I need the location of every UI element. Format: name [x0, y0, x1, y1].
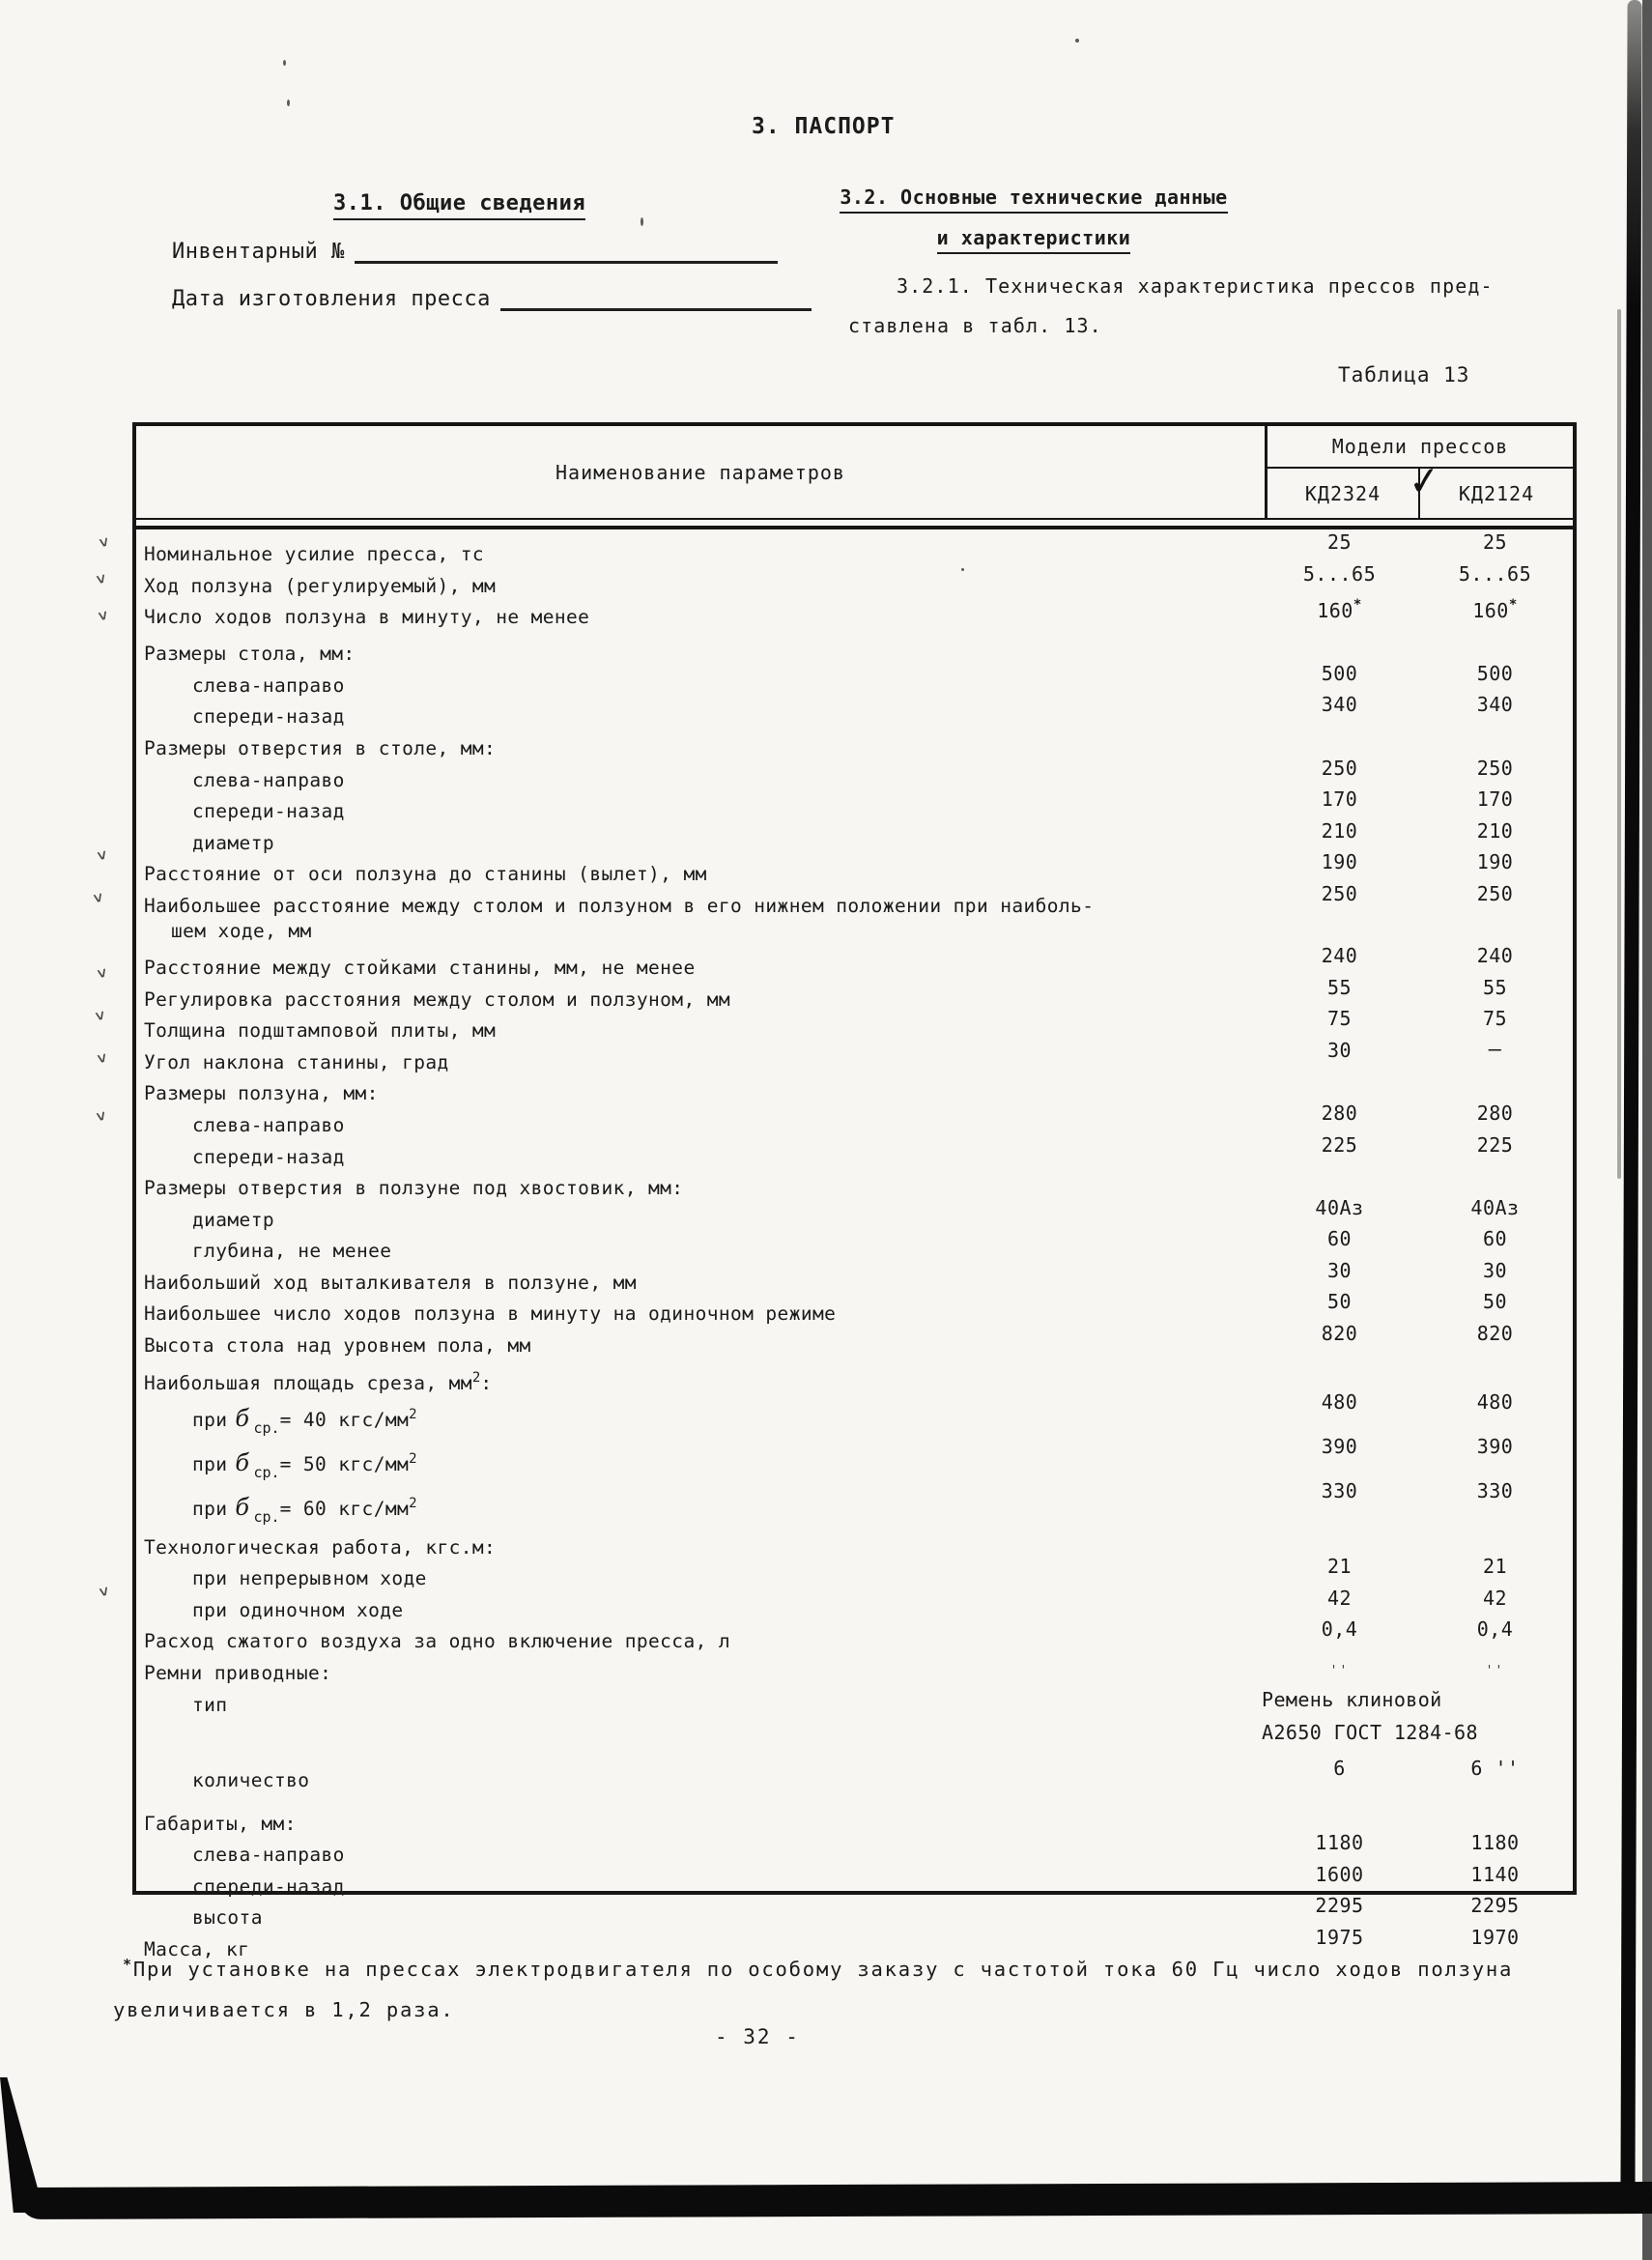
scan-speck [283, 60, 286, 66]
param-label: спереди-назад [192, 705, 345, 729]
handwritten-checkmark: ✓ [1408, 451, 1440, 507]
scan-edge-stripe [1620, 0, 1641, 2201]
table-row [136, 693, 1573, 730]
param-label: Масса, кг [144, 1938, 250, 1960]
section-3-2-heading-line1: 3.2. Основные технические данные [836, 186, 1232, 214]
footnote-line1: При установке на прессах электродвигателя по особому заказу с частотой тока 60 Гц число ходов ползуна [132, 1958, 1514, 1981]
value-kd2124: 75 [1482, 1007, 1508, 1031]
inventory-number-blank [355, 240, 778, 264]
value-kd2124: 25 [1482, 530, 1508, 554]
value-kd2124: 330 [1476, 1478, 1514, 1502]
value-kd2324: 330 [1321, 1478, 1358, 1502]
value-kd2124: 2295 [1470, 1894, 1520, 1918]
models-header-group [1267, 426, 1573, 518]
footnote-marker: * [123, 1956, 133, 1973]
value-kd2124: 210 [1476, 818, 1514, 843]
value-kd2124: '' [1485, 1664, 1505, 1679]
margin-check-mark: ˅ [96, 1048, 109, 1069]
param-label: спереди-назад [192, 1145, 345, 1168]
value-kd2324: 25 [1326, 530, 1353, 554]
value-kd2124: 820 [1476, 1322, 1514, 1346]
value-kd2324: 340 [1321, 693, 1358, 717]
value-kd2124: 240 [1476, 943, 1514, 967]
value-kd2124: 250 [1476, 881, 1514, 905]
value-kd2124: 280 [1476, 1101, 1514, 1125]
value-kd2324: 0,4 [1321, 1617, 1358, 1642]
table-row [136, 599, 1573, 636]
footnote-line2: увеличивается в 1,2 раза. [113, 1998, 455, 2021]
value-kd2324: 30 [1326, 1258, 1353, 1282]
value-kd2324: 42 [1326, 1586, 1353, 1610]
param-label: Число ходов ползуна в минуту, не менее [144, 606, 590, 629]
margin-check-mark: ˅ [95, 1106, 108, 1127]
value-kd2324: 30 [1326, 1038, 1353, 1062]
param-label: Расстояние между стойками станины, мм, не менее [144, 956, 696, 979]
param-label: Расстояние от оси ползуна до станины (вылет), мм [144, 863, 707, 886]
value-kd2124: 1140 [1470, 1862, 1520, 1886]
value-kd2324: 55 [1326, 975, 1353, 999]
margin-check-mark: ˅ [98, 532, 111, 553]
manufacture-date-field [172, 287, 812, 311]
param-label: глубина, не менее [192, 1240, 392, 1263]
value-kd2324: 250 [1321, 881, 1358, 905]
inventory-number-label: Инвентарный № [172, 240, 345, 264]
table-row [136, 1687, 1573, 1762]
param-label: спереди-назад [192, 1874, 345, 1898]
value-kd2124: 55 [1482, 975, 1508, 999]
value-kd2124: 5...65 [1458, 561, 1532, 586]
value-kd2324: 6 [1333, 1756, 1346, 1780]
value-kd2124: 340 [1476, 693, 1514, 717]
value-kd2324: 160* [1317, 597, 1362, 623]
footnote [113, 1944, 1562, 2030]
table-header [136, 426, 1573, 520]
spec-table [132, 422, 1577, 1960]
paragraph-3-2-1-line1: 3.2.1. Техническая характеристика прессов пред- [897, 274, 1494, 298]
value-kd2324: 1600 [1315, 1862, 1364, 1886]
table-body [136, 529, 1573, 1960]
value-kd2124: 160* [1472, 597, 1518, 623]
value-kd2324: 40Аз [1315, 1195, 1364, 1219]
param-label: Высота стола над уровнем пола, мм [144, 1334, 531, 1358]
value-kd2124: 50 [1482, 1290, 1508, 1314]
param-label: высота [192, 1906, 263, 1930]
value-kd2324: 210 [1321, 818, 1358, 843]
value-kd2324: 5...65 [1302, 561, 1377, 586]
param-label: Наибольшее число ходов ползуна в минуту на одиночном режиме [144, 1302, 837, 1326]
value-kd2124: 42 [1482, 1586, 1508, 1610]
section-3-1-heading: 3.1. Общие сведения [333, 191, 585, 220]
value-kd2124: – [1488, 1037, 1502, 1062]
inventory-number-field [172, 240, 778, 264]
value-kd2124: 6 '' [1470, 1756, 1520, 1780]
table-row [136, 1756, 1573, 1806]
value-kd2324: 75 [1326, 1007, 1353, 1031]
value-kd2124: 1180 [1470, 1831, 1520, 1855]
value-kd2324: 500 [1321, 661, 1358, 685]
scan-speck [1075, 39, 1079, 43]
value-kd2124: 60 [1482, 1227, 1508, 1251]
param-label: Размеры отверстия в столе, мм: [144, 736, 497, 759]
margin-check-mark: ˅ [94, 1006, 107, 1026]
value-kd2324: 1975 [1315, 1926, 1364, 1949]
models-header: Модели прессов [1267, 426, 1573, 469]
param-label: Габариты, мм: [144, 1812, 297, 1835]
table-row [136, 1478, 1573, 1530]
param-label: слева-направо [192, 1844, 345, 1867]
param-label: при непрерывном ходе [192, 1567, 427, 1590]
model-kd2124-header: КД2124 [1458, 481, 1535, 505]
param-label: Толщина подштамповой плиты, мм [144, 1019, 497, 1043]
section-3-2-heading-line2: и характеристики [836, 226, 1232, 254]
document-title: 3. ПАСПОРТ [752, 114, 896, 139]
param-label: диаметр [192, 831, 274, 854]
value-kd2324: 21 [1326, 1555, 1353, 1579]
value-kd2124: 30 [1482, 1258, 1508, 1282]
value-kd2324: 280 [1321, 1101, 1358, 1125]
param-label: количество [192, 1768, 310, 1791]
param-label: при б $_{ср.}$= 40 кгс/$мм^2$ [192, 1404, 417, 1437]
value-kd2324: 820 [1321, 1322, 1358, 1346]
scan-speck [287, 100, 290, 106]
scan-speck [641, 217, 643, 226]
margin-check-mark: ˅ [92, 888, 105, 908]
value-kd2124: 190 [1476, 850, 1514, 874]
margin-check-mark: ˅ [95, 569, 108, 589]
param-label: слева-направо [192, 673, 345, 697]
value-kd2124: 21 [1482, 1555, 1508, 1579]
value-kd2124: 250 [1476, 756, 1514, 780]
param-label: Наибольшая площадь среза, $мм^2$: [144, 1369, 493, 1394]
paragraph-3-2-1-line2: ставлена в табл. 13. [848, 314, 1102, 337]
table-caption: Таблица 13 [1338, 363, 1470, 386]
table-row [136, 881, 1573, 950]
value-kd2324: 190 [1321, 850, 1358, 874]
value-kd2324: 480 [1321, 1389, 1358, 1414]
param-label: Размеры стола, мм: [144, 643, 356, 666]
value-kd2324: 225 [1321, 1132, 1358, 1157]
table-row [136, 1037, 1573, 1076]
scan-bottom-band [19, 2182, 1652, 2219]
scan-edge-stripe-faint [1617, 309, 1621, 1179]
value-kd2124: 480 [1476, 1389, 1514, 1414]
param-label: при б $_{ср.}$= 50 кгс/$мм^2$ [192, 1448, 417, 1481]
value-kd2324: 50 [1326, 1290, 1353, 1314]
value-kd2324: '' [1329, 1664, 1350, 1679]
margin-check-mark: ˅ [97, 606, 110, 626]
value-kd2124: 225 [1476, 1132, 1514, 1157]
value-kd2324: 2295 [1315, 1894, 1364, 1918]
scan-corner-wedge [0, 2077, 44, 2213]
param-label: при одиночном ходе [192, 1598, 404, 1621]
param-label: спереди-назад [192, 800, 345, 823]
value-kd2124: 390 [1476, 1434, 1514, 1458]
param-label: Наибольшее расстояние между столом и ползуном в его нижнем положении при наиболь- шем ходе, мм [144, 894, 1095, 942]
value-kd2324: 60 [1326, 1227, 1353, 1251]
table-row [136, 1322, 1573, 1359]
param-label: Номинальное усилие пресса, тс [144, 543, 485, 565]
param-label: диаметр [192, 1208, 274, 1231]
value-kd2324: 240 [1321, 943, 1358, 967]
manufacture-date-label: Дата изготовления пресса [172, 287, 491, 311]
margin-check-mark: ˅ [96, 963, 109, 984]
param-label: Размеры отверстия в ползуне под хвостовик, мм: [144, 1177, 684, 1200]
param-label: при б $_{ср.}$= 60 кгс/$мм^2$ [192, 1493, 417, 1526]
value-kd2324: 1180 [1315, 1831, 1364, 1855]
value-kd2324: 390 [1321, 1434, 1358, 1458]
param-label: Расход сжатого воздуха за одно включение пресса, л [144, 1630, 730, 1653]
param-label: Технологическая работа, кгс.м: [144, 1535, 497, 1559]
value-kd2324: 250 [1321, 756, 1358, 780]
page-number: - 32 - [715, 2025, 800, 2048]
param-label: Ход ползуна (регулируемый), мм [144, 574, 497, 597]
param-label: Ремни приводные: [144, 1662, 332, 1685]
param-name-header: Наименование параметров [136, 426, 1267, 518]
margin-check-mark: ˅ [98, 1582, 111, 1602]
param-label: Наибольший ход выталкивателя в ползуне, мм [144, 1271, 637, 1294]
manufacture-date-blank [500, 287, 812, 311]
value-spanning-both-models: Ремень клиновой А2650 ГОСТ 1284-68 [1262, 1687, 1478, 1744]
value-kd2324: 170 [1321, 787, 1358, 812]
param-label: Угол наклона станины, град [144, 1050, 449, 1073]
param-label: слева-направо [192, 768, 345, 791]
param-label: Регулировка расстояния между столом и ползуном, мм [144, 987, 730, 1011]
value-kd2124: 40Аз [1470, 1195, 1520, 1219]
param-label: Размеры ползуна, мм: [144, 1082, 379, 1105]
value-kd2124: 170 [1476, 787, 1514, 812]
model-kd2324-header: КД2324 [1267, 469, 1420, 518]
value-kd2124: 0,4 [1476, 1617, 1514, 1642]
param-label: тип [192, 1693, 228, 1716]
table-row [136, 1132, 1573, 1171]
value-kd2124: 1970 [1470, 1926, 1520, 1949]
value-kd2124: 500 [1476, 661, 1514, 685]
margin-check-mark: ˅ [96, 845, 109, 866]
param-label: слева-направо [192, 1113, 345, 1136]
